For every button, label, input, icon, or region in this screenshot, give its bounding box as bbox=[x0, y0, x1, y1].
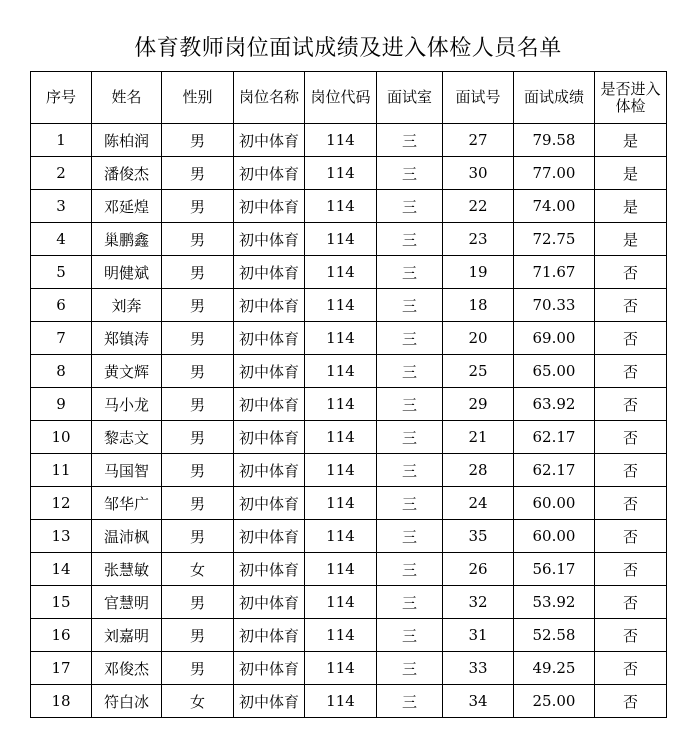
cell-gender: 男 bbox=[162, 223, 234, 256]
table-row bbox=[31, 289, 667, 322]
cell-physical: 否 bbox=[595, 553, 667, 586]
column-header-code: 岗位代码 bbox=[305, 72, 377, 124]
cell-exam-no: 33 bbox=[443, 652, 514, 685]
cell-no: 10 bbox=[31, 421, 92, 454]
cell-name: 张慧敏 bbox=[92, 553, 162, 586]
cell-code: 114 bbox=[305, 685, 377, 718]
cell-exam-no: 26 bbox=[443, 553, 514, 586]
cell-room: 三 bbox=[377, 487, 443, 520]
cell-exam-no: 20 bbox=[443, 322, 514, 355]
cell-score: 70.33 bbox=[514, 289, 595, 322]
cell-gender: 男 bbox=[162, 322, 234, 355]
cell-gender: 男 bbox=[162, 487, 234, 520]
cell-room: 三 bbox=[377, 124, 443, 157]
cell-room: 三 bbox=[377, 553, 443, 586]
column-header-no: 序号 bbox=[31, 72, 92, 124]
cell-post: 初中体育 bbox=[234, 454, 305, 487]
cell-score: 60.00 bbox=[514, 520, 595, 553]
cell-gender: 男 bbox=[162, 454, 234, 487]
cell-score: 63.92 bbox=[514, 388, 595, 421]
cell-room: 三 bbox=[377, 388, 443, 421]
cell-exam-no: 32 bbox=[443, 586, 514, 619]
cell-exam-no: 31 bbox=[443, 619, 514, 652]
cell-no: 3 bbox=[31, 190, 92, 223]
cell-gender: 男 bbox=[162, 256, 234, 289]
cell-gender: 男 bbox=[162, 586, 234, 619]
cell-name: 刘奔 bbox=[92, 289, 162, 322]
cell-room: 三 bbox=[377, 190, 443, 223]
cell-score: 62.17 bbox=[514, 454, 595, 487]
cell-gender: 男 bbox=[162, 190, 234, 223]
cell-score: 52.58 bbox=[514, 619, 595, 652]
cell-score: 71.67 bbox=[514, 256, 595, 289]
header-row bbox=[31, 72, 667, 124]
cell-no: 6 bbox=[31, 289, 92, 322]
cell-name: 马国智 bbox=[92, 454, 162, 487]
cell-code: 114 bbox=[305, 454, 377, 487]
table-row bbox=[31, 487, 667, 520]
cell-name: 陈柏润 bbox=[92, 124, 162, 157]
cell-exam-no: 21 bbox=[443, 421, 514, 454]
cell-post: 初中体育 bbox=[234, 223, 305, 256]
cell-post: 初中体育 bbox=[234, 256, 305, 289]
table-row bbox=[31, 157, 667, 190]
cell-score: 77.00 bbox=[514, 157, 595, 190]
cell-code: 114 bbox=[305, 322, 377, 355]
cell-name: 黄文辉 bbox=[92, 355, 162, 388]
cell-physical: 否 bbox=[595, 256, 667, 289]
cell-post: 初中体育 bbox=[234, 652, 305, 685]
cell-name: 郑镇涛 bbox=[92, 322, 162, 355]
cell-code: 114 bbox=[305, 355, 377, 388]
cell-post: 初中体育 bbox=[234, 388, 305, 421]
cell-post: 初中体育 bbox=[234, 619, 305, 652]
column-header-exam-no: 面试号 bbox=[443, 72, 514, 124]
table-row bbox=[31, 619, 667, 652]
cell-exam-no: 18 bbox=[443, 289, 514, 322]
cell-gender: 男 bbox=[162, 520, 234, 553]
cell-no: 14 bbox=[31, 553, 92, 586]
cell-no: 1 bbox=[31, 124, 92, 157]
cell-room: 三 bbox=[377, 223, 443, 256]
cell-post: 初中体育 bbox=[234, 124, 305, 157]
table-row bbox=[31, 322, 667, 355]
cell-code: 114 bbox=[305, 520, 377, 553]
cell-exam-no: 25 bbox=[443, 355, 514, 388]
cell-score: 60.00 bbox=[514, 487, 595, 520]
table-row bbox=[31, 190, 667, 223]
cell-score: 53.92 bbox=[514, 586, 595, 619]
cell-no: 2 bbox=[31, 157, 92, 190]
cell-exam-no: 30 bbox=[443, 157, 514, 190]
table-row bbox=[31, 553, 667, 586]
cell-code: 114 bbox=[305, 157, 377, 190]
cell-code: 114 bbox=[305, 256, 377, 289]
cell-score: 56.17 bbox=[514, 553, 595, 586]
cell-gender: 男 bbox=[162, 652, 234, 685]
cell-post: 初中体育 bbox=[234, 520, 305, 553]
cell-room: 三 bbox=[377, 355, 443, 388]
cell-room: 三 bbox=[377, 322, 443, 355]
cell-no: 7 bbox=[31, 322, 92, 355]
cell-exam-no: 35 bbox=[443, 520, 514, 553]
table-row bbox=[31, 388, 667, 421]
cell-no: 8 bbox=[31, 355, 92, 388]
cell-post: 初中体育 bbox=[234, 157, 305, 190]
cell-name: 巢鹏鑫 bbox=[92, 223, 162, 256]
table-row bbox=[31, 652, 667, 685]
cell-physical: 否 bbox=[595, 520, 667, 553]
cell-room: 三 bbox=[377, 256, 443, 289]
cell-code: 114 bbox=[305, 289, 377, 322]
cell-post: 初中体育 bbox=[234, 553, 305, 586]
cell-name: 马小龙 bbox=[92, 388, 162, 421]
cell-name: 邓延煌 bbox=[92, 190, 162, 223]
cell-physical: 否 bbox=[595, 388, 667, 421]
cell-physical: 否 bbox=[595, 289, 667, 322]
cell-physical: 否 bbox=[595, 355, 667, 388]
table-body bbox=[31, 124, 667, 718]
cell-name: 邓俊杰 bbox=[92, 652, 162, 685]
cell-code: 114 bbox=[305, 487, 377, 520]
cell-no: 12 bbox=[31, 487, 92, 520]
cell-room: 三 bbox=[377, 586, 443, 619]
cell-physical: 是 bbox=[595, 124, 667, 157]
cell-exam-no: 24 bbox=[443, 487, 514, 520]
cell-no: 4 bbox=[31, 223, 92, 256]
cell-room: 三 bbox=[377, 289, 443, 322]
cell-code: 114 bbox=[305, 652, 377, 685]
cell-post: 初中体育 bbox=[234, 289, 305, 322]
cell-physical: 否 bbox=[595, 685, 667, 718]
cell-post: 初中体育 bbox=[234, 355, 305, 388]
cell-room: 三 bbox=[377, 454, 443, 487]
table-row bbox=[31, 454, 667, 487]
cell-exam-no: 19 bbox=[443, 256, 514, 289]
table-row bbox=[31, 421, 667, 454]
cell-no: 16 bbox=[31, 619, 92, 652]
cell-code: 114 bbox=[305, 124, 377, 157]
cell-gender: 男 bbox=[162, 124, 234, 157]
cell-score: 74.00 bbox=[514, 190, 595, 223]
column-header-post: 岗位名称 bbox=[234, 72, 305, 124]
cell-room: 三 bbox=[377, 685, 443, 718]
cell-exam-no: 27 bbox=[443, 124, 514, 157]
cell-physical: 否 bbox=[595, 619, 667, 652]
cell-physical: 否 bbox=[595, 586, 667, 619]
cell-name: 刘嘉明 bbox=[92, 619, 162, 652]
column-header-physical: 是否进入体检 bbox=[595, 72, 667, 124]
cell-code: 114 bbox=[305, 586, 377, 619]
cell-score: 25.00 bbox=[514, 685, 595, 718]
cell-code: 114 bbox=[305, 619, 377, 652]
cell-code: 114 bbox=[305, 421, 377, 454]
cell-post: 初中体育 bbox=[234, 586, 305, 619]
cell-name: 官慧明 bbox=[92, 586, 162, 619]
cell-physical: 否 bbox=[595, 652, 667, 685]
cell-name: 符白冰 bbox=[92, 685, 162, 718]
cell-post: 初中体育 bbox=[234, 421, 305, 454]
cell-room: 三 bbox=[377, 421, 443, 454]
cell-no: 5 bbox=[31, 256, 92, 289]
cell-no: 17 bbox=[31, 652, 92, 685]
cell-gender: 男 bbox=[162, 289, 234, 322]
page-title: 体育教师岗位面试成绩及进入体检人员名单 bbox=[134, 36, 562, 61]
cell-exam-no: 28 bbox=[443, 454, 514, 487]
cell-score: 72.75 bbox=[514, 223, 595, 256]
cell-gender: 男 bbox=[162, 355, 234, 388]
cell-post: 初中体育 bbox=[234, 322, 305, 355]
cell-gender: 男 bbox=[162, 388, 234, 421]
cell-gender: 女 bbox=[162, 553, 234, 586]
table-row bbox=[31, 520, 667, 553]
cell-room: 三 bbox=[377, 520, 443, 553]
table-row bbox=[31, 685, 667, 718]
table-row bbox=[31, 586, 667, 619]
results-table bbox=[30, 71, 667, 718]
cell-post: 初中体育 bbox=[234, 190, 305, 223]
cell-code: 114 bbox=[305, 190, 377, 223]
cell-score: 79.58 bbox=[514, 124, 595, 157]
cell-post: 初中体育 bbox=[234, 487, 305, 520]
table-row bbox=[31, 124, 667, 157]
column-header-gender: 性别 bbox=[162, 72, 234, 124]
cell-exam-no: 34 bbox=[443, 685, 514, 718]
cell-name: 温沛枫 bbox=[92, 520, 162, 553]
cell-no: 18 bbox=[31, 685, 92, 718]
cell-exam-no: 29 bbox=[443, 388, 514, 421]
cell-no: 9 bbox=[31, 388, 92, 421]
cell-physical: 否 bbox=[595, 454, 667, 487]
cell-gender: 男 bbox=[162, 619, 234, 652]
cell-physical: 是 bbox=[595, 157, 667, 190]
cell-name: 明健斌 bbox=[92, 256, 162, 289]
cell-physical: 否 bbox=[595, 421, 667, 454]
cell-post: 初中体育 bbox=[234, 685, 305, 718]
column-header-room: 面试室 bbox=[377, 72, 443, 124]
cell-physical: 否 bbox=[595, 487, 667, 520]
cell-no: 15 bbox=[31, 586, 92, 619]
cell-room: 三 bbox=[377, 619, 443, 652]
cell-score: 62.17 bbox=[514, 421, 595, 454]
cell-exam-no: 23 bbox=[443, 223, 514, 256]
cell-physical: 否 bbox=[595, 322, 667, 355]
table-row bbox=[31, 256, 667, 289]
cell-code: 114 bbox=[305, 388, 377, 421]
cell-no: 13 bbox=[31, 520, 92, 553]
column-header-score: 面试成绩 bbox=[514, 72, 595, 124]
cell-physical: 是 bbox=[595, 223, 667, 256]
cell-code: 114 bbox=[305, 223, 377, 256]
cell-name: 黎志文 bbox=[92, 421, 162, 454]
cell-name: 潘俊杰 bbox=[92, 157, 162, 190]
cell-gender: 男 bbox=[162, 157, 234, 190]
cell-score: 49.25 bbox=[514, 652, 595, 685]
cell-exam-no: 22 bbox=[443, 190, 514, 223]
cell-code: 114 bbox=[305, 553, 377, 586]
cell-room: 三 bbox=[377, 157, 443, 190]
cell-gender: 男 bbox=[162, 421, 234, 454]
cell-name: 邹华广 bbox=[92, 487, 162, 520]
cell-room: 三 bbox=[377, 652, 443, 685]
cell-score: 65.00 bbox=[514, 355, 595, 388]
cell-score: 69.00 bbox=[514, 322, 595, 355]
cell-gender: 女 bbox=[162, 685, 234, 718]
cell-physical: 是 bbox=[595, 190, 667, 223]
table-row bbox=[31, 223, 667, 256]
table-row bbox=[31, 355, 667, 388]
column-header-name: 姓名 bbox=[92, 72, 162, 124]
cell-no: 11 bbox=[31, 454, 92, 487]
